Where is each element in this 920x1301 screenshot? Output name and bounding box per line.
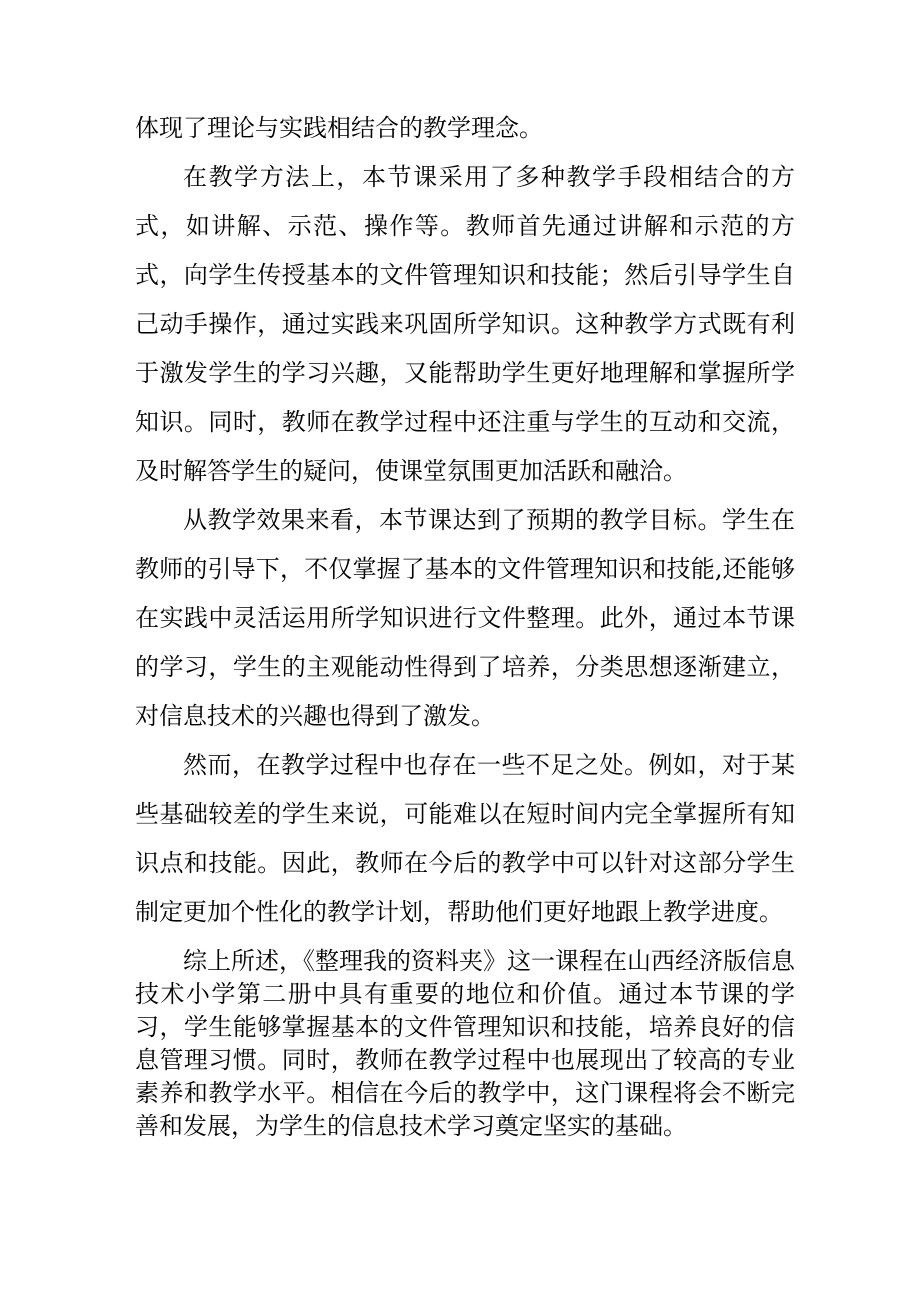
paragraph-conclusion: 综上所述，《整理我的资料夹》这一课程在山西经济版信息技术小学第二册中具有重要的地位和价值。通过本节课的学习，学生能够掌握基本的文件管理知识和技能，培养良好的信息管理习惯。同时，教师在教学过程中也展现出了较高的专业素养和教学水平。相信在今后的教学中，这门课程将会不断完善和发展，为学生的信息技术学习奠定坚实的基础。 [135,947,795,1140]
paragraph-continuation: 体现了理论与实践相结合的教学理念。 [135,114,543,142]
body-text [135,104,795,1143]
paragraph-shortcomings: 然而，在教学过程中也存在一些不足之处。例如，对于某些基础较差的学生来说，可能难以在短时间内完全掌握所有知识点和技能。因此，教师在今后的教学中可以针对这部分学生制定更加个性化的教学计划，帮助他们更好地跟上教学进度。 [135,751,795,926]
paragraph-teaching-methods: 在教学方法上，本节课采用了多种教学手段相结合的方式，如讲解、示范、操作等。教师首先通过讲解和示范的方式，向学生传授基本的文件管理知识和技能；然后引导学生自己动手操作，通过实践来巩固所学知识。这种教学方式既有利于激发学生的学习兴趣，又能帮助学生更好地理解和掌握所学知识。同时，教师在教学过程中还注重与学生的互动和交流，及时解答学生的疑问，使课堂氛围更加活跃和融洽。 [135,163,795,485]
paragraph-teaching-effect: 从教学效果来看，本节课达到了预期的教学目标。学生在教师的引导下，不仅掌握了基本的文件管理知识和技能,还能够在实践中灵活运用所学知识进行文件整理。此外，通过本节课的学习，学生的主观能动性得到了培养，分类思想逐渐建立，对信息技术的兴趣也得到了激发。 [135,506,795,730]
